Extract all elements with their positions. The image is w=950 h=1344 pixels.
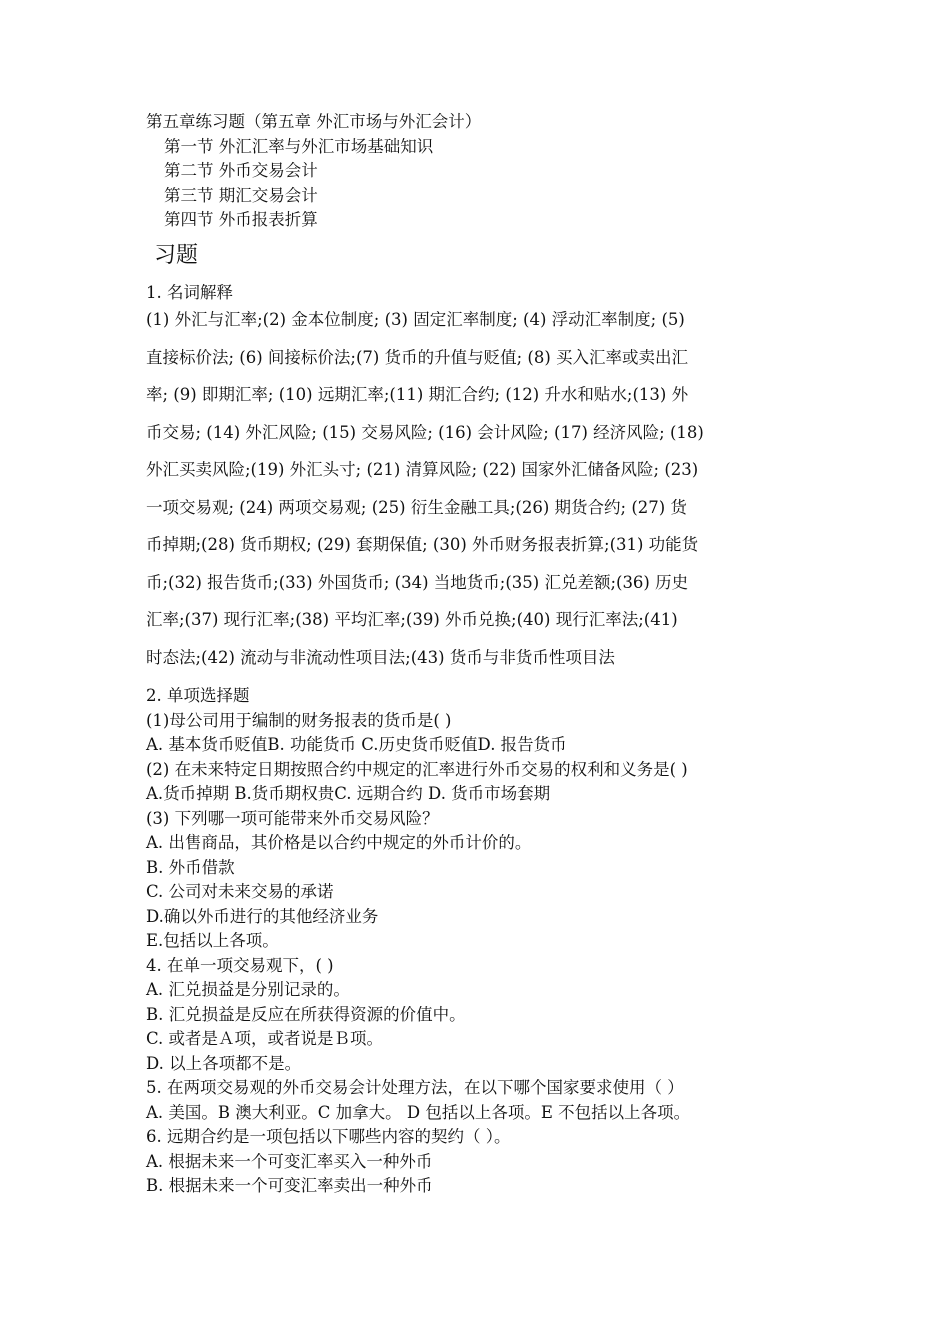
- question-line: (2) 在未来特定日期按照合约中规定的汇率进行外币交易的权利和义务是( ): [146, 759, 688, 779]
- question-line: 6. 远期合约是一项包括以下哪些内容的契约（ ）。: [146, 1127, 511, 1146]
- option-line: B. 根据未来一个可变汇率卖出一种外币: [146, 1176, 433, 1195]
- toc-section-4: 第四节 外币报表折算: [164, 210, 318, 229]
- option-line: E.包括以上各项。: [146, 931, 279, 950]
- question-line: (1)母公司用于编制的财务报表的货币是( ): [146, 710, 452, 730]
- exercises-heading: 习题: [154, 242, 199, 268]
- chapter-title: 第五章练习题（第五章 外汇市场与外汇会计）: [146, 112, 482, 131]
- toc-section-1: 第一节 外汇汇率与外汇市场基础知识: [164, 136, 434, 156]
- terms-line: 率; (9) 即期汇率; (10) 远期汇率;(11) 期汇合约; (12) 升水和贴水;(13) 外: [146, 385, 689, 404]
- terms-line: 时态法;(42) 流动与非流动性项目法;(43) 货币与非货币性项目法: [146, 647, 615, 667]
- document-page: [146, 110, 826, 1199]
- option-line: A. 基本货币贬值B. 功能货币 C.历史货币贬值D. 报告货币: [146, 735, 567, 754]
- option-line: C. 或者是Ａ项，或者说是Ｂ项。: [146, 1029, 384, 1048]
- terms-line: 直接标价法; (6) 间接标价法;(7) 货币的升值与贬值; (8) 买入汇率或卖出汇: [146, 347, 689, 367]
- terms-line: 币交易; (14) 外汇风险; (15) 交易风险; (16) 会计风险; (17) 经济风险; (18): [146, 422, 704, 442]
- question-line: 4. 在单一项交易观下，( ): [146, 955, 334, 975]
- terms-line: 外汇买卖风险;(19) 外汇头寸; (21) 清算风险; (22) 国家外汇储备风险; (23): [146, 460, 699, 479]
- option-line: A.货币掉期 B.货币期权贵C. 远期合约 D. 货币市场套期: [146, 784, 551, 803]
- option-line: D. 以上各项都不是。: [146, 1053, 302, 1073]
- terms-line: (1) 外汇与汇率;(2) 金本位制度; (3) 固定汇率制度; (4) 浮动汇率制度; (5): [146, 310, 685, 329]
- question-line: 5. 在两项交易观的外币交易会计处理方法，在以下哪个国家要求使用（ ）: [146, 1078, 684, 1097]
- terms-line: 币;(32) 报告货币;(33) 外国货币; (34) 当地货币;(35) 汇兑差额;(36) 历史: [146, 572, 689, 592]
- option-line: A. 汇兑损益是分别记录的。: [146, 980, 350, 999]
- option-line: A. 根据未来一个可变汇率买入一种外币: [146, 1151, 433, 1171]
- question-line: (3) 下列哪一项可能带来外币交易风险？: [146, 808, 439, 828]
- part1-title: 1. 名词解释: [146, 282, 233, 302]
- terms-line: 币掉期;(28) 货币期权; (29) 套期保值; (30) 外币财务报表折算;(31) 功能货: [146, 535, 699, 554]
- option-line: D.确以外币进行的其他经济业务: [146, 906, 379, 926]
- option-line: C. 公司对未来交易的承诺: [146, 882, 334, 901]
- option-line: B. 外币借款: [146, 857, 235, 877]
- terms-paragraph: [146, 301, 826, 676]
- option-line: B. 汇兑损益是反应在所获得资源的价值中。: [146, 1004, 466, 1024]
- toc-section-3: 第三节 期汇交易会计: [164, 185, 318, 205]
- toc-section-2: 第二节 外币交易会计: [164, 161, 318, 180]
- terms-line: 一项交易观; (24) 两项交易观; (25) 衍生金融工具;(26) 期货合约; (27) 货: [146, 497, 687, 517]
- terms-line: 汇率;(37) 现行汇率;(38) 平均汇率;(39) 外币兑换;(40) 现行汇率法;(41): [146, 610, 678, 629]
- option-line: A. 出售商品，其价格是以合约中规定的外币计价的。: [146, 833, 532, 852]
- option-line: A. 美国。B 澳大利亚。C 加拿大。 D 包括以上各项。E 不包括以上各项。: [146, 1102, 691, 1122]
- part2-title: 2. 单项选择题: [146, 686, 250, 705]
